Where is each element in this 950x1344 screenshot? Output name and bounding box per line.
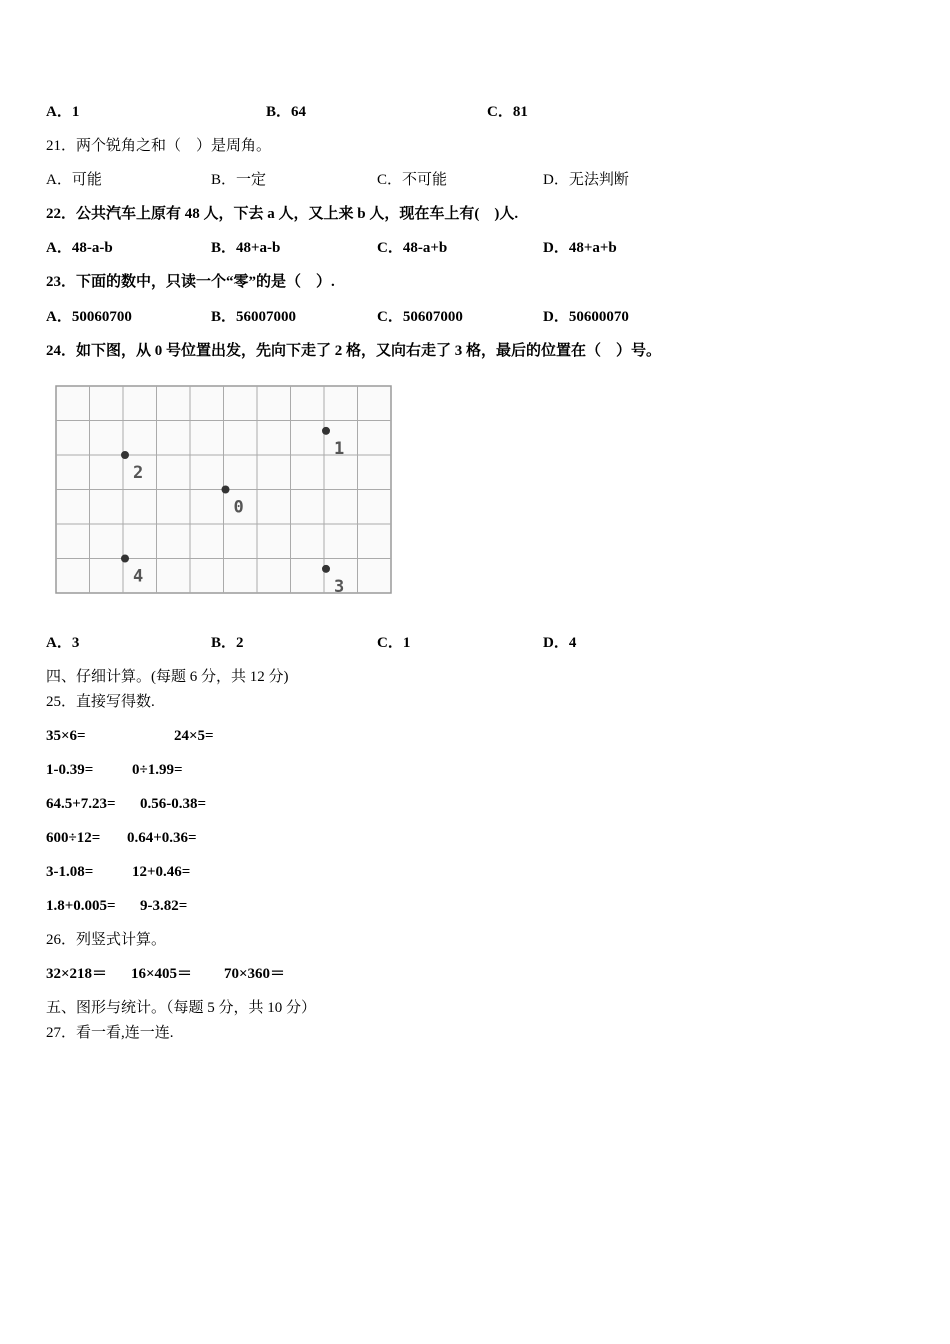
q21-stem: 21．两个锐角之和（ ）是周角。 bbox=[46, 138, 272, 154]
q22-option-a: A．48-a-b bbox=[46, 240, 113, 256]
q24-option-c: C．1 bbox=[377, 635, 411, 651]
q25-row4-left: 600÷12= bbox=[46, 830, 101, 846]
q25-row2-left: 1-0.39= bbox=[46, 762, 94, 778]
position-grid-figure bbox=[50, 382, 396, 600]
section5-heading: 五、图形与统计。（每题 5 分，共 10 分） bbox=[46, 1000, 317, 1016]
q23-option-d: D．50600070 bbox=[543, 309, 629, 325]
q25-row1-left: 35×6= bbox=[46, 728, 86, 744]
q22-option-c: C．48-a+b bbox=[377, 240, 448, 256]
grid-point-2 bbox=[121, 451, 129, 459]
grid-point-3 bbox=[322, 565, 330, 573]
q20-option-a: A．1 bbox=[46, 104, 80, 120]
q21-option-d: D．无法判断 bbox=[543, 172, 629, 188]
q25-row3-right: 0.56-0.38= bbox=[140, 796, 207, 812]
q24-stem: 24．如下图，从 0 号位置出发，先向下走了 2 格，又向右走了 3 格，最后的位置在（ ）号。 bbox=[46, 343, 662, 359]
q25-row5-right: 12+0.46= bbox=[132, 864, 191, 880]
grid-point-0 bbox=[222, 486, 230, 494]
q25-row2-right: 0÷1.99= bbox=[132, 762, 183, 778]
grid-point-1 bbox=[322, 427, 330, 435]
q22-stem: 22．公共汽车上原有 48 人，下去 a 人，又上来 b 人，现在车上有( )人. bbox=[46, 206, 519, 222]
q21-option-b: B．一定 bbox=[211, 172, 267, 188]
grid-point-label-3: 3 bbox=[334, 576, 345, 597]
q24-option-b: B．2 bbox=[211, 635, 244, 651]
q25-row3-left: 64.5+7.23= bbox=[46, 796, 116, 812]
q23-stem: 23．下面的数中，只读一个“零”的是（ ）. bbox=[46, 274, 335, 290]
q27-stem: 27．看一看,连一连. bbox=[46, 1025, 174, 1041]
q26-item-1: 32×218＝ bbox=[46, 966, 108, 982]
q25-row1-right: 24×5= bbox=[174, 728, 214, 744]
q26-stem: 26．列竖式计算。 bbox=[46, 932, 167, 948]
q25-row6-left: 1.8+0.005= bbox=[46, 898, 116, 914]
grid-point-4 bbox=[121, 555, 129, 563]
q22-option-b: B．48+a-b bbox=[211, 240, 281, 256]
section4-heading: 四、仔细计算。(每题 6 分，共 12 分) bbox=[46, 669, 289, 685]
q25-stem: 25．直接写得数. bbox=[46, 694, 155, 710]
grid-svg bbox=[50, 382, 396, 600]
grid-point-label-2: 2 bbox=[133, 463, 144, 483]
q23-option-b: B．56007000 bbox=[211, 309, 297, 325]
q24-option-d: D．4 bbox=[543, 635, 577, 651]
q22-option-d: D．48+a+b bbox=[543, 240, 617, 256]
q25-row5-left: 3-1.08= bbox=[46, 864, 94, 880]
q25-row4-right: 0.64+0.36= bbox=[127, 830, 197, 846]
q20-option-c: C．81 bbox=[487, 104, 528, 120]
q21-option-c: C．不可能 bbox=[377, 172, 448, 188]
q20-option-b: B．64 bbox=[266, 104, 307, 120]
q24-option-a: A．3 bbox=[46, 635, 80, 651]
grid-point-label-4: 4 bbox=[133, 566, 144, 587]
q26-item-3: 70×360＝ bbox=[224, 966, 286, 982]
q21-option-a: A．可能 bbox=[46, 172, 102, 188]
q23-option-c: C．50607000 bbox=[377, 309, 463, 325]
grid-point-label-0: 0 bbox=[233, 497, 244, 518]
grid-point-label-1: 1 bbox=[334, 438, 345, 459]
q23-option-a: A．50060700 bbox=[46, 309, 132, 325]
q26-item-2: 16×405＝ bbox=[131, 966, 193, 982]
q25-row6-right: 9-3.82= bbox=[140, 898, 188, 914]
